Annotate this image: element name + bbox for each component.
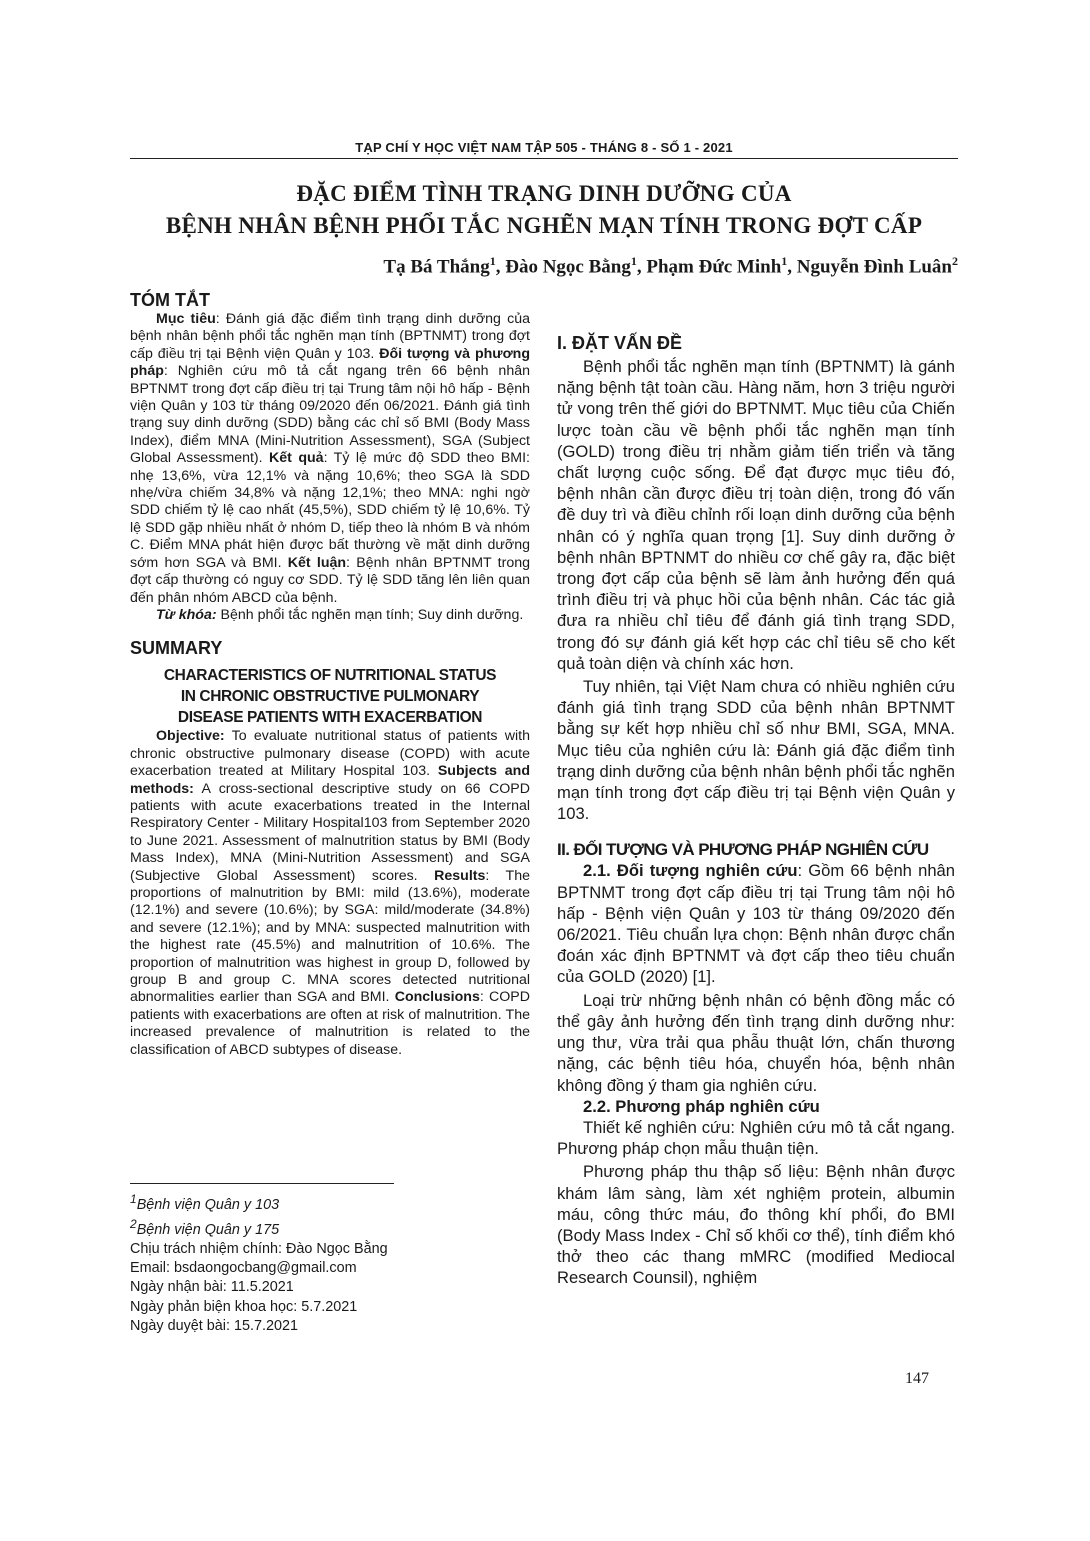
en-methods-text: A cross-sectional descriptive study on 66 COPD patients with acute exacerbations treated in the Internal Respiratory Center - Military Hospital103 from September 2020 to June 2021. Assessment of malnutrition status by BMI (Body Mass Index), MNA (Mini-Nutrition Assessment) and SGA (Subjective Global Assessment) scores.: [130, 780, 530, 884]
vn-abstract-body: [130, 311, 530, 607]
responsible-author: Chịu trách nhiệm chính: Đào Ngọc Bằng: [130, 1241, 388, 1257]
en-article-title: [130, 665, 530, 728]
right-column: [557, 285, 955, 1289]
en-results-label: Results: [434, 867, 486, 884]
en-title-line: IN CHRONIC OBSTRUCTIVE PULMONARY: [180, 688, 480, 706]
author-name: Đào Ngọc Bằng: [505, 256, 631, 278]
author-name: Phạm Đức Minh: [646, 256, 782, 278]
en-objective-label: Objective:: [156, 728, 225, 745]
section-1-heading: I. ĐẶT VẤN ĐỀ: [557, 333, 683, 353]
keywords-text: Bệnh phổi tắc nghẽn mạn tính; Suy dinh dưỡng.: [216, 606, 524, 623]
author-affiliation: 2: [952, 254, 958, 268]
design-paragraph: Thiết kế nghiên cứu: Nghiên cứu mô tả cắt ngang. Phương pháp chọn mẫu thuận tiện.: [557, 1117, 955, 1159]
author-name: Nguyễn Đình Luân: [796, 256, 952, 278]
objective-text: : Đánh giá đặc điểm tình trạng dinh dưỡng của bệnh nhân bệnh phổi tắc nghẽn mạn tính (BPTNMT) trong đợt cấp điều trị tại Bệnh viện Quân y 103.: [130, 311, 530, 362]
en-conclusions-label: Conclusions: [394, 989, 480, 1006]
en-methods-label: Subjects and methods:: [130, 763, 530, 797]
review-date: Ngày phản biện khoa học: 5.7.2021: [130, 1298, 358, 1315]
subsection-2-1-text: : Gồm 66 bệnh nhân BPTNMT trong đợt cấp điều trị tại Trung tâm nội hô hấp - Bệnh viện Quân y 103 từ tháng 09/2020 đến 06/2021. Tiêu chuẩn lựa chọn: Bệnh nhân được chẩn đoán xác định BPTNMT và đợt cấp theo tiêu chuẩn của GOLD (2020) [1].: [557, 861, 955, 987]
author-list: Tạ Bá Thắng$^1$, Đào Ngọc Bằng$^1$, Phạm Đức Minh$^1$, Nguyễn Đình Luân$^2$: [383, 254, 958, 278]
subjects-paragraph: [557, 860, 955, 987]
results-text: : Tỷ lệ mức độ SDD theo BMI: nhẹ 13,6%, vừa 12,1% và nặng 10,6%; theo SGA là SDD nhẹ/vừa chiếm 34,8% và nặng 12,1%; theo MNA: nghi ngờ SDD chiếm tỷ lệ cao nhất (45,5%), SDD chiếm tỷ lệ 10,6%. Tỷ lệ SDD gặp nhiều nhất ở nhóm D, tiếp theo là nhóm B và nhóm C. Điểm MNA phát hiện được bất thường về mặt dinh dưỡng sớm hơn SGA và BMI.: [130, 450, 530, 571]
subsection-2-2-label: 2.2. Phương pháp nghiên cứu: [583, 1096, 820, 1116]
en-abstract-heading: SUMMARY: [130, 638, 223, 659]
subsection-2-2-heading: [557, 1096, 955, 1117]
running-head: TẠP CHÍ Y HỌC VIỆT NAM TẬP 505 - THÁNG 8 - SỐ 1 - 2021: [355, 140, 733, 155]
conclusion-label: Kết luận: [287, 554, 347, 571]
left-column: [130, 290, 530, 1059]
affiliation-2-text: Bệnh viện Quân y 175: [136, 1221, 280, 1238]
title-line-1: ĐẶC ĐIỂM TÌNH TRẠNG DINH DƯỠNG CỦA: [296, 181, 792, 206]
en-objective-text: To evaluate nutritional status of patients with chronic obstructive pulmonary disease (COPD) with acute exacerbation treated at Military Hospital 103.: [130, 728, 530, 780]
subsection-2-1-label: 2.1. Đối tượng nghiên cứu: [583, 861, 798, 881]
en-title-line: CHARACTERISTICS OF NUTRITIONAL STATUS: [163, 667, 497, 685]
vn-keywords: [130, 607, 530, 624]
footnote-affiliation-1: $^1$Bệnh viện Quân y 103: [130, 1192, 280, 1213]
affiliation-1-text: Bệnh viện Quân y 103: [136, 1196, 280, 1213]
intro-paragraph-2: Tuy nhiên, tại Việt Nam chưa có nhiều nghiên cứu đánh giá tình trạng SDD của bệnh nhân BPTNMT bằng sự kết hợp nhiều chỉ số như BMI, SGA, MNA. Mục tiêu của nghiên cứu là: Đánh giá đặc điểm tình trạng dinh dưỡng của bệnh nhân bệnh phổi tắc nghẽn mạn tính trong đợt cấp điều trị tại Bệnh viện Quân y 103.: [557, 677, 955, 824]
page-number: 147: [905, 1370, 929, 1387]
methods-text: : Nghiên cứu mô tả cắt ngang trên 66 bệnh nhân BPTNMT trong đợt cấp điều trị tại Trung tâm nội hô hấp - Bệnh viện Quân y 103 từ tháng 09/2020 đến 06/2021. Đánh giá tình trạng suy dinh dưỡng (SDD) bằng các chỉ số BMI (Body Mass Index), điểm MNA (Mini-Nutrition Assessment), SGA (Subject Global Assessment).: [130, 363, 530, 467]
keywords-label: Từ khóa:: [156, 606, 217, 623]
collection-paragraph: Phương pháp thu thập số liệu: Bệnh nhân được khám lâm sàng, làm xét nghiệm protein, albumin máu, công thức máu, đo thông khí phổi, đo BMI (Body Mass Index - Chỉ số khối cơ thể), tính điểm khó thở theo các thang mMRC (modified Mediocal Research Counsil), nghiệm: [557, 1162, 955, 1288]
author-affiliation: 1: [489, 254, 496, 268]
en-conclusions-text: : COPD patients with exacerbations are often at risk of malnutrition. The increased prevalence of malnutrition is related to the classification of ABCD subtypes of disease.: [130, 989, 530, 1058]
title-line-2: BỆNH NHÂN BỆNH PHỔI TẮC NGHẼN MẠN TÍNH TRONG ĐỢT CẤP: [165, 213, 923, 238]
header-rule: [130, 158, 958, 159]
author-affiliation: 1: [630, 254, 637, 268]
objective-label: Mục tiêu: [156, 311, 216, 327]
email-line: Email: bsdaongocbang@gmail.com: [130, 1260, 357, 1277]
received-date: Ngày nhận bài: 11.5.2021: [130, 1279, 294, 1296]
footnotes: [130, 1190, 510, 1336]
vn-abstract-heading: TÓM TẮT: [130, 290, 210, 310]
author-name: Tạ Bá Thắng: [383, 256, 490, 278]
conclusion-text: : Bệnh nhân BPTNMT trong đợt cấp thường có nguy cơ SDD. Tỷ lệ SDD tăng lên liên quan đến phân nhóm ABCD của bệnh.: [130, 554, 531, 606]
en-results-text: : The proportions of malnutrition by BMI: mild (13.6%), moderate (12.1%) and severe (10.6%); by SGA: mild/moderate (34.8%) and severe (12.1%); and by MNA: suspected malnutrition with the highest rate (45.5%) and malnutrition of 10.6%. The proportion of malnutrition was highest in group D, followed by group B and group C. MNA scores detected nutritional abnormalities earlier than SGA and BMI.: [130, 867, 531, 1006]
intro-paragraph-1: Bệnh phổi tắc nghẽn mạn tính (BPTNMT) là gánh nặng bệnh tật toàn cầu. Hàng năm, hơn 3 triệu người tử vong trên thế giới do BPTNMT. Mục tiêu của Chiến lược toàn cầu về bệnh phổi tắc nghẽn mạn tính (GOLD) trong điều trị nhằm giảm tiến triển và tăng chất lượng cuộc sống. Để đạt được mục tiêu đó, bệnh nhân cần được điều trị toàn diện, trong đó vấn đề duy trì và điều chỉnh rối loạn dinh dưỡng của bệnh nhân có ý nghĩa quan trọng [1]. Suy dinh dưỡng ở bệnh nhân BPTNMT do nhiều cơ chế gây ra, đặc biệt trong đợt cấp của bệnh sẽ làm ảnh hưởng đến quá trình điều trị và phục hồi của bệnh nhân. Các tác giả đưa ra nhiều chỉ tiêu để đánh giá tình trạng SDD, trong đó sự đánh giá kết hợp các chỉ tiêu sẽ cho kết quả toàn diện và chính xác hơn.: [557, 357, 955, 673]
en-title-line: DISEASE PATIENTS WITH EXACERBATION: [177, 709, 483, 727]
exclusion-paragraph: Loại trừ những bệnh nhân có bệnh đồng mắc có thể gây ảnh hưởng đến tình trạng dinh dưỡng như: ung thư, vừa trải qua phẫu thuật lớn, chấn thương nặng, các bệnh tiêu hóa, chuyển hóa, bệnh nhân không đồng ý tham gia nghiên cứu.: [557, 990, 955, 1095]
article-title: [130, 178, 958, 242]
footnote-affiliation-2: $^2$Bệnh viện Quân y 175: [130, 1217, 280, 1238]
methods-label: Đối tượng và phương pháp: [130, 345, 530, 380]
author-affiliation: 1: [781, 254, 788, 268]
en-abstract-body: [130, 728, 530, 1059]
section-2-heading: II. ĐỐI TƯỢNG VÀ PHƯƠNG PHÁP NGHIÊN CỨU: [557, 840, 929, 860]
results-label: Kết quả: [269, 450, 324, 467]
accepted-date: Ngày duyệt bài: 15.7.2021: [130, 1317, 299, 1334]
footnote-rule: [130, 1183, 394, 1184]
